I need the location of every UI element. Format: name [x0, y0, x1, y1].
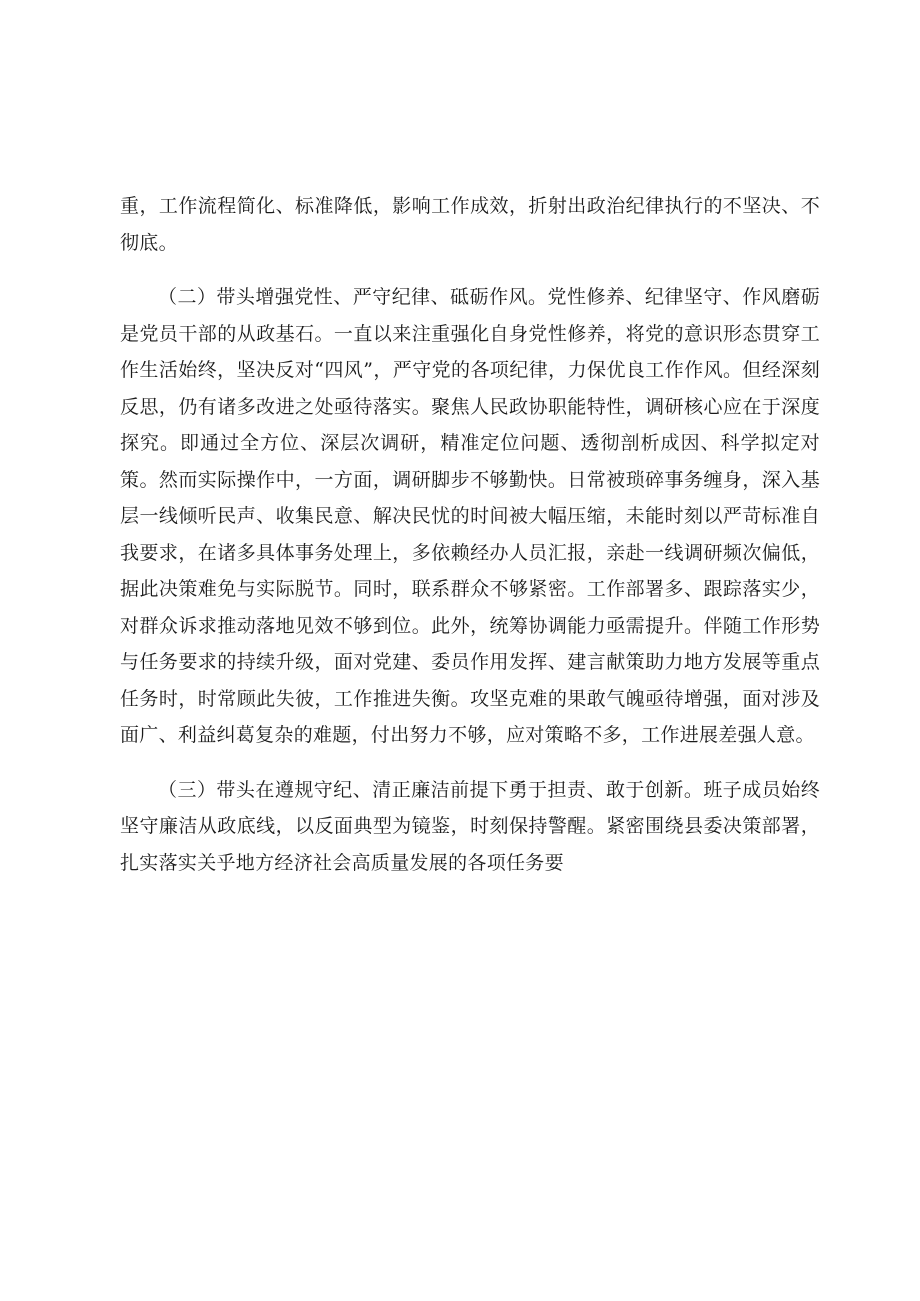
paragraph-section-two: （二）带头增强党性、严守纪律、砥砺作风。党性修养、纪律坚守、作风磨砺是党员干部的从政基石。一直以来注重强化自身党性修养，将党的意识形态贯穿工作生活始终，坚决反对“四风”，严守党的各项纪律，力保优良工作作风。但经深刻反思，仍有诸多改进之处亟待落实。聚焦人民政协职能特性，调研核心应在于深度探究。即通过全方位、深层次调研，精准定位问题、透彻剖析成因、科学拟定对策。然而实际操作中，一方面，调研脚步不够勤快。日常被琐碎事务缠身，深入基层一线倾听民声、收集民意、解决民忧的时间被大幅压缩，未能时刻以严苛标准自我要求，在诸多具体事务处理上，多依赖经办人员汇报，亲赴一线调研频次偏低，据此决策难免与实际脱节。同时，联系群众不够紧密。工作部署多、跟踪落实少，对群众诉求推动落地见效不够到位。此外，统筹协调能力亟需提升。伴随工作形势与任务要求的持续升级，面对党建、委员作用发挥、建言献策助力地方发展等重点任务时，时常顾此失彼，工作推进失衡。攻坚克难的果敢气魄亟待增强，面对涉及面广、利益纠葛复杂的难题，付出努力不够，应对策略不多，工作进展差强人意。	[120, 286, 820, 746]
paragraph-continuation: 重，工作流程简化、标准降低，影响工作成效，折射出政治纪律执行的不坚决、不彻底。	[120, 195, 820, 254]
paragraph-section-three: （三）带头在遵规守纪、清正廉洁前提下勇于担责、敢于创新。班子成员始终坚守廉洁从政底线，以反面典型为镜鉴，时刻保持警醒。紧密围绕县委决策部署，扎实落实关乎地方经济社会高质量发展的各项任务要	[120, 778, 820, 874]
document-body	[120, 188, 820, 881]
